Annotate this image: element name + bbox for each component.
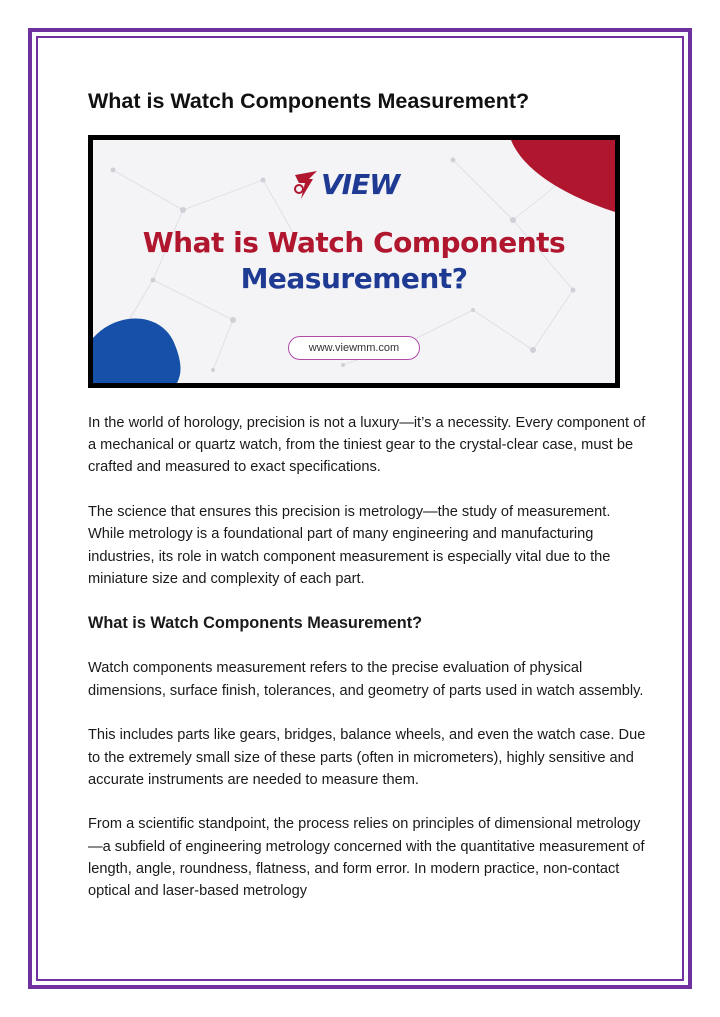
banner-canvas bbox=[93, 140, 615, 383]
banner-title-line2: Measurement? bbox=[240, 262, 468, 295]
banner-image bbox=[88, 135, 620, 388]
banner-title-line1: What is Watch Components bbox=[142, 226, 566, 259]
paragraph: This includes parts like gears, bridges, balance wheels, and even the watch case. Due to the extremely small size of these parts (often in micrometers), highly sensitive and accurate instruments are needed to measure them. bbox=[88, 727, 646, 788]
view-logo bbox=[291, 168, 399, 201]
logo-text: VIEW bbox=[321, 168, 400, 201]
paragraph: From a scientific standpoint, the process relies on principles of dimensional metrology—a subfield of engineering metrology concerned with the quantitative measurement of length, angle, roundness, flatness, and form error. In modern practice, non-contact optical and laser-based metrology bbox=[88, 816, 645, 900]
document-content bbox=[88, 84, 648, 900]
paragraph: In the world of horology, precision is not a luxury—it’s a necessity. Every component of a mechanical or quartz watch, from the tiniest gear to the crystal-clear case, must be crafted and measured to exact specifications. bbox=[88, 415, 646, 476]
logo-mark-icon bbox=[291, 169, 321, 201]
article-body bbox=[88, 412, 648, 925]
paragraph: Watch components measurement refers to the precise evaluation of physical dimensions, surface finish, tolerances, and geometry of parts used in watch assembly. bbox=[88, 660, 644, 699]
website-url-pill: www.viewmm.com bbox=[288, 336, 420, 360]
section-heading: What is Watch Components Measurement? bbox=[88, 614, 423, 633]
page-title: What is Watch Components Measurement? bbox=[88, 89, 530, 113]
paragraph: The science that ensures this precision is metrology—the study of measurement. While metrology is a foundational part of many engineering and manufacturing industries, its role in watch component measurement is especially vital due to the miniature size and complexity of each part. bbox=[88, 504, 611, 587]
